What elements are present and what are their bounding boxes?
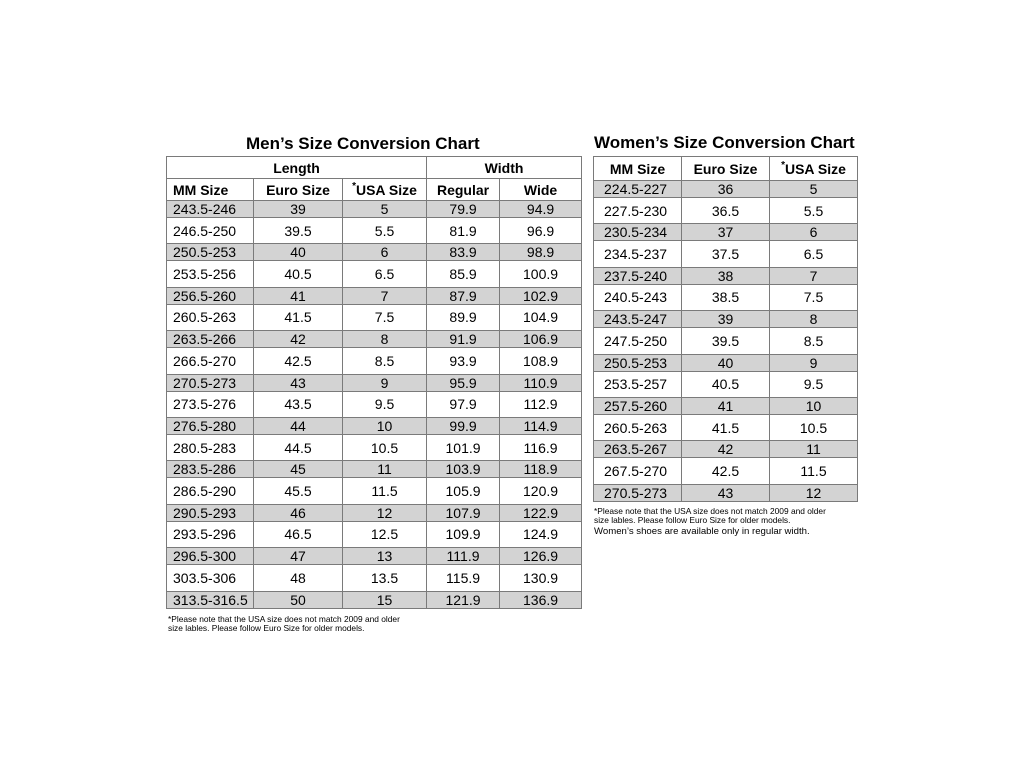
mm-size-cell: 247.5-250 [594,328,682,354]
usa-size-cell: 8.5 [770,328,858,354]
wide-width-cell: 122.9 [500,504,582,521]
usa-size-cell: 8 [343,331,427,348]
regular-width-cell: 87.9 [427,287,500,304]
euro-size-cell: 43 [682,484,770,501]
table-row [167,417,582,434]
wide-width-cell: 96.9 [500,218,582,244]
mm-size-cell: 230.5-234 [594,224,682,241]
usa-size-cell: 9.5 [770,371,858,397]
mm-size-cell: 246.5-250 [167,218,254,244]
table-row [167,548,582,565]
usa-size-cell: 8 [770,311,858,328]
euro-size-cell: 36.5 [682,198,770,224]
euro-size-cell: 42 [254,331,343,348]
euro-size-cell: 42 [682,441,770,458]
usa-size-cell: 12.5 [343,521,427,547]
table-row [167,565,582,591]
usa-size-cell: 6 [770,224,858,241]
womens-size-table [593,156,858,502]
usa-size-cell: 11 [343,461,427,478]
table-row [594,441,858,458]
euro-size-cell: 46 [254,504,343,521]
mens-note-line2: size lables. Please follow Euro Size for older models. [168,623,365,633]
usa-size-cell: 7 [343,287,427,304]
euro-size-cell: 37 [682,224,770,241]
usa-size-cell: 9 [770,354,858,371]
euro-size-cell: 48 [254,565,343,591]
wide-width-cell: 98.9 [500,244,582,261]
womens-width-note: Women’s shoes are available only in regular width. [594,526,810,537]
wide-width-cell: 130.9 [500,565,582,591]
table-row [594,181,858,198]
table-row [594,354,858,371]
usa-size-cell: 10 [343,417,427,434]
mm-size-cell: 260.5-263 [167,304,254,330]
euro-size-cell: 39.5 [254,218,343,244]
asterisk: * [781,160,785,171]
table-row [167,461,582,478]
usa-size-cell: 6.5 [343,261,427,287]
euro-size-cell: 38.5 [682,284,770,310]
womens-chart-title: Women’s Size Conversion Chart [594,133,855,152]
euro-size-cell: 39 [254,201,343,218]
euro-size-cell: 43.5 [254,391,343,417]
mm-size-cell: 280.5-283 [167,434,254,460]
regular-width-cell: 95.9 [427,374,500,391]
mm-size-cell: 293.5-296 [167,521,254,547]
euro-size-cell: 36 [682,181,770,198]
wide-width-cell: 112.9 [500,391,582,417]
mm-size-cell: 313.5-316.5 [167,591,254,608]
mm-size-header: MM Size [594,157,682,181]
usa-size-cell: 9 [343,374,427,391]
table-row [594,267,858,284]
usa-size-cell: 10 [770,397,858,414]
mm-size-header: MM Size [167,179,254,201]
length-group-header: Length [167,157,427,179]
mm-size-cell: 253.5-257 [594,371,682,397]
mm-size-cell: 270.5-273 [594,484,682,501]
table-row [594,484,858,501]
table-row [167,261,582,287]
usa-size-header [343,179,427,201]
usa-size-cell: 5.5 [770,198,858,224]
wide-width-cell: 114.9 [500,417,582,434]
womens-table-body [594,181,858,502]
euro-size-cell: 46.5 [254,521,343,547]
womens-note-line1: *Please note that the USA size does not match 2009 and older [594,506,826,516]
usa-size-cell: 7 [770,267,858,284]
mens-note [168,615,400,633]
usa-size-header-label: USA Size [355,182,417,198]
table-row [594,241,858,267]
regular-width-cell: 121.9 [427,591,500,608]
regular-width-cell: 79.9 [427,201,500,218]
regular-width-cell: 85.9 [427,261,500,287]
table-row [594,284,858,310]
table-row [167,478,582,504]
usa-size-cell: 15 [343,591,427,608]
euro-size-cell: 40.5 [682,371,770,397]
mm-size-cell: 290.5-293 [167,504,254,521]
wide-width-header: Wide [500,179,582,201]
euro-size-cell: 41 [682,397,770,414]
mm-size-cell: 253.5-256 [167,261,254,287]
regular-width-cell: 93.9 [427,348,500,374]
usa-size-cell: 11 [770,441,858,458]
regular-width-cell: 81.9 [427,218,500,244]
regular-width-cell: 83.9 [427,244,500,261]
usa-size-cell: 5 [343,201,427,218]
euro-size-cell: 37.5 [682,241,770,267]
table-row [167,218,582,244]
wide-width-cell: 100.9 [500,261,582,287]
wide-width-cell: 104.9 [500,304,582,330]
mens-table-body [167,201,582,609]
euro-size-cell: 39 [682,311,770,328]
wide-width-cell: 124.9 [500,521,582,547]
usa-size-cell: 5.5 [343,218,427,244]
usa-size-cell: 8.5 [343,348,427,374]
wide-width-cell: 126.9 [500,548,582,565]
asterisk: * [352,181,356,192]
euro-size-cell: 40 [682,354,770,371]
table-row [594,328,858,354]
mm-size-cell: 224.5-227 [594,181,682,198]
table-row [594,224,858,241]
table-row [167,348,582,374]
mm-size-cell: 227.5-230 [594,198,682,224]
wide-width-cell: 110.9 [500,374,582,391]
usa-size-cell: 7.5 [770,284,858,310]
mm-size-cell: 240.5-243 [594,284,682,310]
table-row [167,591,582,608]
table-row [167,201,582,218]
usa-size-cell: 11.5 [770,458,858,484]
euro-size-cell: 41.5 [682,414,770,440]
table-row [167,391,582,417]
wide-width-cell: 116.9 [500,434,582,460]
wide-width-cell: 118.9 [500,461,582,478]
table-row [594,458,858,484]
mm-size-cell: 263.5-267 [594,441,682,458]
womens-note [594,507,826,525]
mens-note-line1: *Please note that the USA size does not match 2009 and older [168,614,400,624]
usa-size-cell: 12 [770,484,858,501]
mm-size-cell: 243.5-246 [167,201,254,218]
regular-width-cell: 115.9 [427,565,500,591]
regular-width-cell: 109.9 [427,521,500,547]
table-row [167,287,582,304]
usa-size-cell: 13 [343,548,427,565]
wide-width-cell: 120.9 [500,478,582,504]
regular-width-header: Regular [427,179,500,201]
regular-width-cell: 101.9 [427,434,500,460]
mens-chart-title: Men’s Size Conversion Chart [246,134,480,153]
table-row [167,521,582,547]
usa-size-header [770,157,858,181]
mm-size-cell: 250.5-253 [594,354,682,371]
usa-size-cell: 7.5 [343,304,427,330]
mm-size-cell: 286.5-290 [167,478,254,504]
euro-size-cell: 45.5 [254,478,343,504]
table-row [167,331,582,348]
regular-width-cell: 91.9 [427,331,500,348]
euro-size-cell: 45 [254,461,343,478]
euro-size-cell: 42.5 [254,348,343,374]
mm-size-cell: 243.5-247 [594,311,682,328]
mm-size-cell: 234.5-237 [594,241,682,267]
euro-size-cell: 42.5 [682,458,770,484]
table-row [594,414,858,440]
wide-width-cell: 102.9 [500,287,582,304]
euro-size-header: Euro Size [254,179,343,201]
table-row [167,304,582,330]
table-row [594,371,858,397]
table-row [167,244,582,261]
mm-size-cell: 267.5-270 [594,458,682,484]
usa-size-cell: 12 [343,504,427,521]
euro-size-cell: 47 [254,548,343,565]
euro-size-cell: 38 [682,267,770,284]
mm-size-cell: 270.5-273 [167,374,254,391]
regular-width-cell: 107.9 [427,504,500,521]
euro-size-cell: 44 [254,417,343,434]
table-row [167,504,582,521]
regular-width-cell: 105.9 [427,478,500,504]
wide-width-cell: 94.9 [500,201,582,218]
table-row [594,397,858,414]
mm-size-cell: 237.5-240 [594,267,682,284]
usa-size-cell: 10.5 [343,434,427,460]
mm-size-cell: 257.5-260 [594,397,682,414]
regular-width-cell: 99.9 [427,417,500,434]
euro-size-cell: 41.5 [254,304,343,330]
regular-width-cell: 89.9 [427,304,500,330]
regular-width-cell: 97.9 [427,391,500,417]
womens-note-line2: size lables. Please follow Euro Size for older models. [594,515,791,525]
mm-size-cell: 273.5-276 [167,391,254,417]
mm-size-cell: 303.5-306 [167,565,254,591]
usa-size-cell: 10.5 [770,414,858,440]
mm-size-cell: 266.5-270 [167,348,254,374]
euro-size-cell: 43 [254,374,343,391]
euro-size-header: Euro Size [682,157,770,181]
regular-width-cell: 111.9 [427,548,500,565]
wide-width-cell: 136.9 [500,591,582,608]
wide-width-cell: 108.9 [500,348,582,374]
mm-size-cell: 256.5-260 [167,287,254,304]
usa-size-cell: 9.5 [343,391,427,417]
euro-size-cell: 41 [254,287,343,304]
euro-size-cell: 39.5 [682,328,770,354]
table-row [594,198,858,224]
table-row [167,374,582,391]
mm-size-cell: 263.5-266 [167,331,254,348]
usa-size-cell: 6.5 [770,241,858,267]
table-row [167,434,582,460]
mm-size-cell: 283.5-286 [167,461,254,478]
euro-size-cell: 40 [254,244,343,261]
mens-size-table [166,156,582,609]
usa-size-cell: 11.5 [343,478,427,504]
euro-size-cell: 50 [254,591,343,608]
mm-size-cell: 276.5-280 [167,417,254,434]
mm-size-cell: 250.5-253 [167,244,254,261]
regular-width-cell: 103.9 [427,461,500,478]
width-group-header: Width [427,157,582,179]
usa-size-cell: 13.5 [343,565,427,591]
mm-size-cell: 296.5-300 [167,548,254,565]
table-row [594,311,858,328]
wide-width-cell: 106.9 [500,331,582,348]
usa-size-cell: 6 [343,244,427,261]
usa-size-header-label: USA Size [784,161,846,177]
euro-size-cell: 40.5 [254,261,343,287]
euro-size-cell: 44.5 [254,434,343,460]
mm-size-cell: 260.5-263 [594,414,682,440]
usa-size-cell: 5 [770,181,858,198]
